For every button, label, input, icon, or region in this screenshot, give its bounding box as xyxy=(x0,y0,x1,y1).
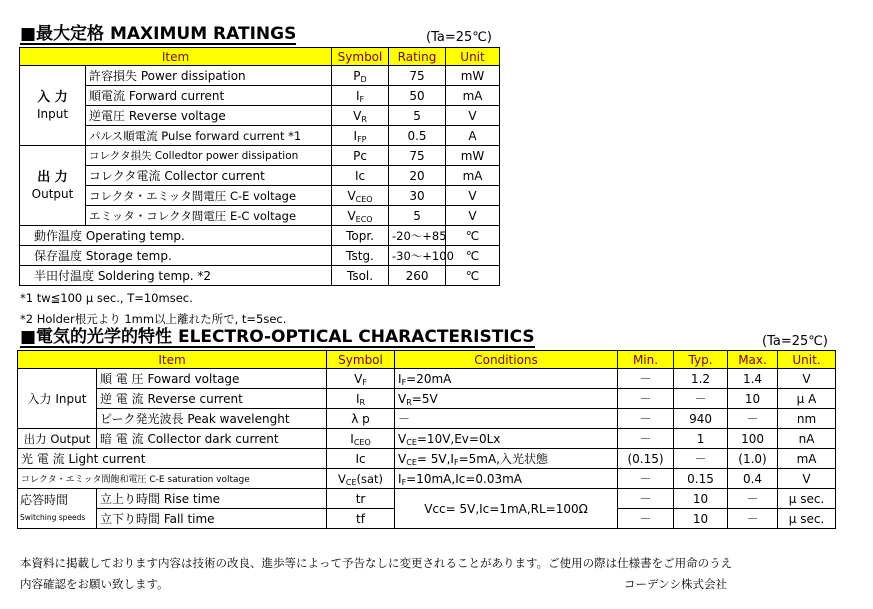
max-rating: 30 xyxy=(389,186,446,206)
max-row xyxy=(20,66,500,86)
eo-table xyxy=(17,350,836,529)
max-output-group xyxy=(20,146,86,226)
eo-unit: μ sec. xyxy=(778,489,836,509)
max-row xyxy=(20,106,500,126)
max-ratings-table xyxy=(19,47,500,286)
footer-company: コーデンシ株式会社 xyxy=(624,577,727,591)
eo-typ: 1 xyxy=(674,429,728,449)
max-row xyxy=(20,166,500,186)
max-symbol: Topr. xyxy=(332,226,389,246)
eo-symbol: $I_R$ xyxy=(327,389,395,409)
max-unit: mA xyxy=(446,86,500,106)
eo-conditions: $V_R=5V$ xyxy=(395,389,618,409)
max-unit: V xyxy=(446,106,500,126)
max-rating: 5 xyxy=(389,106,446,126)
max-rating: 75 xyxy=(389,66,446,86)
max-row xyxy=(20,246,500,266)
eo-unit: V xyxy=(778,369,836,389)
eo-min: － xyxy=(618,509,674,529)
eo-unit: nA xyxy=(778,429,836,449)
eo-typ: 10 xyxy=(674,489,728,509)
max-rating: 75 xyxy=(389,146,446,166)
eo-header-unit: Unit. xyxy=(778,351,836,369)
eo-min: － xyxy=(618,369,674,389)
eo-output-group: 出力 Output xyxy=(18,429,97,449)
note-1: *1 tw≦100 μ sec., T=10msec. xyxy=(20,291,193,305)
eo-unit: V xyxy=(778,469,836,489)
max-ratings-title xyxy=(20,24,296,44)
eo-typ: 0.15 xyxy=(674,469,728,489)
max-row xyxy=(20,126,500,146)
max-row xyxy=(20,86,500,106)
eo-unit: μ A xyxy=(778,389,836,409)
eo-min: － xyxy=(618,389,674,409)
eo-row xyxy=(18,369,836,389)
max-item: コレクタ損失 Colledtor power dissipation xyxy=(86,146,332,166)
eo-max: － xyxy=(728,409,778,429)
max-unit: A xyxy=(446,126,500,146)
max-symbol: $P_D$ xyxy=(332,66,389,86)
max-symbol: Tstg. xyxy=(332,246,389,266)
eo-item: 立上り時間 Rise time xyxy=(97,489,327,509)
max-item: コレクタ・エミッタ間電圧 C-E voltage xyxy=(86,186,332,206)
max-unit: V xyxy=(446,206,500,226)
eo-typ: 10 xyxy=(674,509,728,529)
max-unit: mA xyxy=(446,166,500,186)
max-header-rating: Rating xyxy=(389,48,446,66)
max-item: 順電流 Forward current xyxy=(86,86,332,106)
eo-conditions: － xyxy=(395,409,618,429)
max-input-group xyxy=(20,66,86,146)
eo-conditions: $V_{CE}= 5V,I_F=5mA$,入光状態 xyxy=(395,449,618,469)
eo-typ: － xyxy=(674,449,728,469)
eo-row xyxy=(18,409,836,429)
eo-symbol: λ p xyxy=(327,409,395,429)
footer-disclaimer-line1: 本資料に掲載しております内容は技術の改良、進歩等によって予告なしに変更されることがあります。ご使用の際は仕様書をご用命のうえ xyxy=(20,556,733,570)
eo-header-typ: Typ. xyxy=(674,351,728,369)
max-header-item: Item xyxy=(20,48,332,66)
max-symbol: $V_{ECO}$ xyxy=(332,206,389,226)
eo-max: 100 xyxy=(728,429,778,449)
eo-row xyxy=(18,489,836,509)
max-symbol: Pc xyxy=(332,146,389,166)
eo-max: 0.4 xyxy=(728,469,778,489)
eo-item: コレクタ・エミッタ間飽和電圧 C-E saturation voltage xyxy=(18,469,327,489)
eo-title-text: ■電気的光学的特性 ELECTRO-OPTICAL CHARACTERISTICS xyxy=(20,327,535,347)
max-header-unit: Unit xyxy=(446,48,500,66)
max-item: パルス順電流 Pulse forward current *1 xyxy=(86,126,332,146)
eo-typ: － xyxy=(674,389,728,409)
note-2: *2 Holder根元より 1mm以上離れた所で, t=5sec. xyxy=(20,312,287,326)
max-item: 許容損失 Power dissipation xyxy=(86,66,332,86)
eo-row xyxy=(18,389,836,409)
eo-item: 立下り時間 Fall time xyxy=(97,509,327,529)
max-ratings-title-text: ■最大定格 MAXIMUM RATINGS xyxy=(20,24,297,44)
eo-min: － xyxy=(618,429,674,449)
max-rating: -20～+85 xyxy=(389,226,446,246)
eo-symbol: Ic xyxy=(327,449,395,469)
max-rating: 50 xyxy=(389,86,446,106)
eo-min: (0.15) xyxy=(618,449,674,469)
eo-unit: nm xyxy=(778,409,836,429)
eo-unit: μ sec. xyxy=(778,509,836,529)
footer-disclaimer-line2: 内容確認をお願い致します。 xyxy=(20,577,169,591)
max-unit: mW xyxy=(446,66,500,86)
max-symbol: $I_{FP}$ xyxy=(332,126,389,146)
eo-max: (1.0) xyxy=(728,449,778,469)
max-symbol: $V_R$ xyxy=(332,106,389,126)
eo-symbol: $V_{CE}(sat)$ xyxy=(327,469,395,489)
max-unit: ℃ xyxy=(446,226,500,246)
max-rating: 5 xyxy=(389,206,446,226)
eo-item: ピーク発光波長 Peak wavelenght xyxy=(97,409,327,429)
max-item: 半田付温度 Soldering temp. *2 xyxy=(20,266,332,286)
max-unit: V xyxy=(446,186,500,206)
eo-conditions: $V_{CE}=10V,Ev=0Lx$ xyxy=(395,429,618,449)
max-output-group-jp: 出 力 xyxy=(37,169,68,185)
max-rating: 0.5 xyxy=(389,126,446,146)
eo-row xyxy=(18,429,836,449)
max-unit: ℃ xyxy=(446,266,500,286)
max-rating: -30～+100 xyxy=(389,246,446,266)
eo-row xyxy=(18,469,836,489)
eo-item: 逆 電 流 Reverse current xyxy=(97,389,327,409)
eo-input-group: 入力 Input xyxy=(18,369,97,429)
eo-max: 1.4 xyxy=(728,369,778,389)
eo-ta: (Ta=25℃) xyxy=(762,334,828,349)
max-input-group-en: Input xyxy=(36,106,69,121)
max-symbol: Tsol. xyxy=(332,266,389,286)
eo-unit: mA xyxy=(778,449,836,469)
max-item: コレクタ電流 Collector current xyxy=(86,166,332,186)
max-header-symbol: Symbol xyxy=(332,48,389,66)
eo-switching-jp: 応答時間 xyxy=(20,492,69,507)
eo-item: 暗 電 流 Collector dark current xyxy=(97,429,327,449)
eo-min: － xyxy=(618,409,674,429)
max-input-group-jp: 入 力 xyxy=(37,89,68,105)
eo-header-row xyxy=(18,351,836,369)
max-ratings-ta: (Ta=25℃) xyxy=(426,30,492,45)
max-row xyxy=(20,206,500,226)
eo-switching-group xyxy=(18,489,97,529)
max-item: 保存温度 Storage temp. xyxy=(20,246,332,266)
eo-typ: 940 xyxy=(674,409,728,429)
eo-switching-en: Switching speeds xyxy=(20,512,86,522)
eo-header-conditions: Conditions xyxy=(395,351,618,369)
eo-min: － xyxy=(618,489,674,509)
max-output-group-en: Output xyxy=(31,186,74,201)
eo-typ: 1.2 xyxy=(674,369,728,389)
max-symbol: $V_{CEO}$ xyxy=(332,186,389,206)
eo-symbol: tr xyxy=(327,489,395,509)
max-header-row xyxy=(20,48,500,66)
max-symbol: Ic xyxy=(332,166,389,186)
max-item: 動作温度 Operating temp. xyxy=(20,226,332,246)
eo-item: 光 電 流 Light current xyxy=(18,449,327,469)
eo-conditions: $I_F=20mA$ xyxy=(395,369,618,389)
max-rating: 20 xyxy=(389,166,446,186)
eo-title xyxy=(20,327,535,347)
eo-symbol: $V_F$ xyxy=(327,369,395,389)
eo-max: － xyxy=(728,509,778,529)
eo-switching-conditions: Vcc= 5V,Ic=1mA,RL=100Ω xyxy=(395,489,618,529)
eo-min: － xyxy=(618,469,674,489)
max-rating: 260 xyxy=(389,266,446,286)
eo-header-min: Min. xyxy=(618,351,674,369)
max-unit: ℃ xyxy=(446,246,500,266)
max-row xyxy=(20,226,500,246)
eo-symbol: tf xyxy=(327,509,395,529)
eo-conditions: $I_F=10mA,Ic=0.03mA$ xyxy=(395,469,618,489)
eo-header-symbol: Symbol xyxy=(327,351,395,369)
max-row xyxy=(20,146,500,166)
eo-max: 10 xyxy=(728,389,778,409)
max-symbol: $I_F$ xyxy=(332,86,389,106)
eo-symbol: $I_{CEO}$ xyxy=(327,429,395,449)
eo-item: 順 電 圧 Foward voltage xyxy=(97,369,327,389)
eo-row xyxy=(18,449,836,469)
max-item: エミッタ・コレクタ間電圧 E-C voltage xyxy=(86,206,332,226)
eo-header-item: Item xyxy=(18,351,327,369)
eo-max: － xyxy=(728,489,778,509)
max-unit: mW xyxy=(446,146,500,166)
eo-header-max: Max. xyxy=(728,351,778,369)
max-row xyxy=(20,266,500,286)
max-row xyxy=(20,186,500,206)
max-item: 逆電圧 Reverse voltage xyxy=(86,106,332,126)
